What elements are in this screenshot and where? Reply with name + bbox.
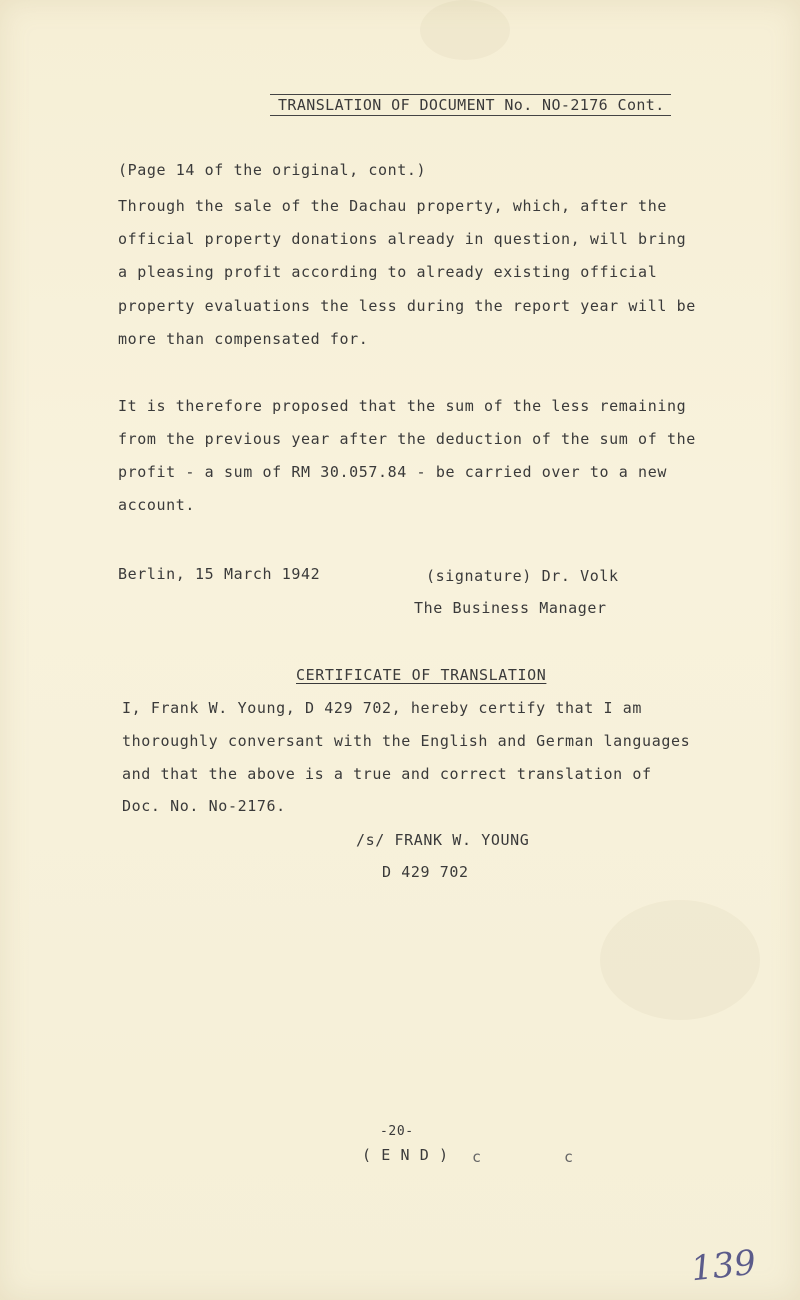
- end-mark: ( E N D ): [362, 1146, 449, 1164]
- translator-id: D 429 702: [382, 863, 469, 881]
- page-number: -20-: [380, 1124, 414, 1139]
- certificate-heading: CERTIFICATE OF TRANSLATION: [296, 666, 547, 684]
- body-line: account.: [118, 496, 196, 514]
- body-line: profit - a sum of RM 30.057.84 - be carried over to a new: [118, 463, 667, 481]
- place-date: Berlin, 15 March 1942: [118, 565, 321, 583]
- body-line: (Page 14 of the original, cont.): [118, 161, 427, 179]
- body-line: a pleasing profit according to already existing official: [118, 263, 658, 281]
- signature-line: (signature) Dr. Volk: [426, 567, 619, 585]
- certificate-line: and that the above is a true and correct translation of: [122, 765, 652, 783]
- body-line: It is therefore proposed that the sum of the less remaining: [118, 397, 687, 415]
- body-line: official property donations already in question, will bring: [118, 230, 687, 248]
- certificate-line: I, Frank W. Young, D 429 702, hereby certify that I am: [122, 699, 643, 717]
- handwritten-page-number: 139: [689, 1242, 758, 1290]
- certificate-line: Doc. No. No-2176.: [122, 797, 286, 815]
- body-line: Through the sale of the Dachau property, which, after the: [118, 197, 667, 215]
- body-line: more than compensated for.: [118, 330, 369, 348]
- paper-stain: [420, 0, 510, 60]
- paper-stain: [600, 900, 760, 1020]
- document-header: TRANSLATION OF DOCUMENT No. NO-2176 Cont.: [270, 94, 671, 116]
- signer-title: The Business Manager: [414, 599, 607, 617]
- margin-mark: c: [564, 1148, 574, 1166]
- certificate-line: thoroughly conversant with the English and German languages: [122, 732, 691, 750]
- body-line: from the previous year after the deduction of the sum of the: [118, 430, 696, 448]
- body-line: property evaluations the less during the report year will be: [118, 297, 696, 315]
- translator-signature: /s/ FRANK W. YOUNG: [356, 831, 530, 849]
- margin-mark: c: [472, 1148, 482, 1166]
